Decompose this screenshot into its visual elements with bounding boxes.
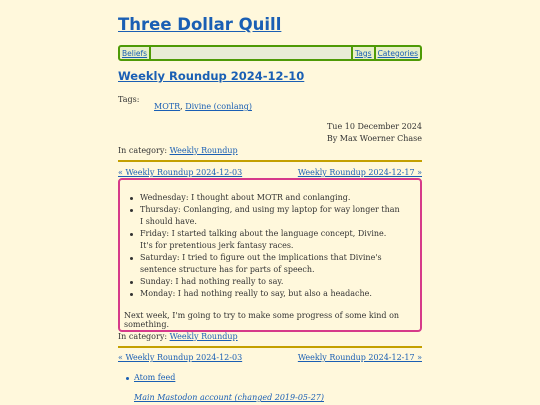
category-line-bottom bbox=[118, 332, 238, 341]
nav-tags-link[interactable]: Tags bbox=[354, 48, 372, 58]
list-item: Thursday: Conlanging, and using my laptop for way longer than I should have. bbox=[130, 204, 400, 228]
post-title-link[interactable]: Weekly Roundup 2024-12-10 bbox=[118, 69, 305, 83]
next-post-link[interactable]: Weekly Roundup 2024-12-17 » bbox=[297, 353, 422, 362]
nav-bar bbox=[118, 45, 422, 61]
prev-post-link[interactable]: « Weekly Roundup 2024-12-03 bbox=[118, 168, 243, 177]
list-item: Friday: I started talking about the language concept, Divine. It's for pretentious jerk fantasy races. bbox=[130, 228, 400, 252]
list-item: Wednesday: I thought about MOTR and conlanging. bbox=[130, 192, 400, 204]
category-label: In category: bbox=[118, 146, 168, 155]
tag-link-motr[interactable]: MOTR bbox=[154, 102, 181, 111]
prev-post-link[interactable]: « Weekly Roundup 2024-12-03 bbox=[118, 353, 243, 362]
footer-links bbox=[134, 373, 175, 382]
roundup-list bbox=[130, 192, 400, 300]
next-post-link[interactable]: Weekly Roundup 2024-12-17 » bbox=[297, 168, 422, 177]
site-title bbox=[118, 15, 281, 34]
category-link[interactable]: Weekly Roundup bbox=[169, 332, 238, 341]
tag-link-divine[interactable]: Divine (conlang) bbox=[185, 102, 252, 111]
atom-feed-link[interactable]: Atom feed bbox=[134, 373, 176, 382]
site-title-link[interactable]: Three Dollar Quill bbox=[118, 15, 282, 34]
mastodon-link[interactable]: Main Mastodon account (changed 2019-05-27) bbox=[134, 393, 324, 402]
tags-list bbox=[154, 102, 252, 111]
post-title bbox=[118, 69, 304, 83]
pager-top bbox=[118, 168, 422, 177]
post-date: Tue 10 December 2024 bbox=[326, 122, 422, 131]
divider-bottom bbox=[118, 346, 422, 348]
nav-categories-link[interactable]: Categories bbox=[377, 48, 418, 58]
category-line-top bbox=[118, 146, 238, 155]
divider-top bbox=[118, 160, 422, 162]
list-item: Saturday: I tried to figure out the implications that Divine's sentence structure has for parts of speech. bbox=[130, 252, 400, 276]
tags-label: Tags: bbox=[118, 95, 140, 104]
list-item: Sunday: I had nothing really to say. bbox=[130, 276, 400, 288]
nav-beliefs-link[interactable]: Beliefs bbox=[122, 48, 148, 58]
list-item: Monday: I had nothing really to say, but also a headache. bbox=[130, 288, 400, 300]
pager-bottom bbox=[118, 353, 422, 362]
closing-paragraph: Next week, I'm going to try to make some progress of some kind on something. bbox=[124, 311, 400, 329]
nav-spacer bbox=[149, 47, 353, 59]
post-content bbox=[118, 178, 422, 332]
category-link[interactable]: Weekly Roundup bbox=[169, 146, 238, 155]
tag-separator: , bbox=[180, 102, 186, 111]
post-byline: By Max Woerner Chase bbox=[326, 134, 422, 143]
footer-link-item bbox=[134, 373, 175, 382]
category-label: In category: bbox=[118, 332, 168, 341]
